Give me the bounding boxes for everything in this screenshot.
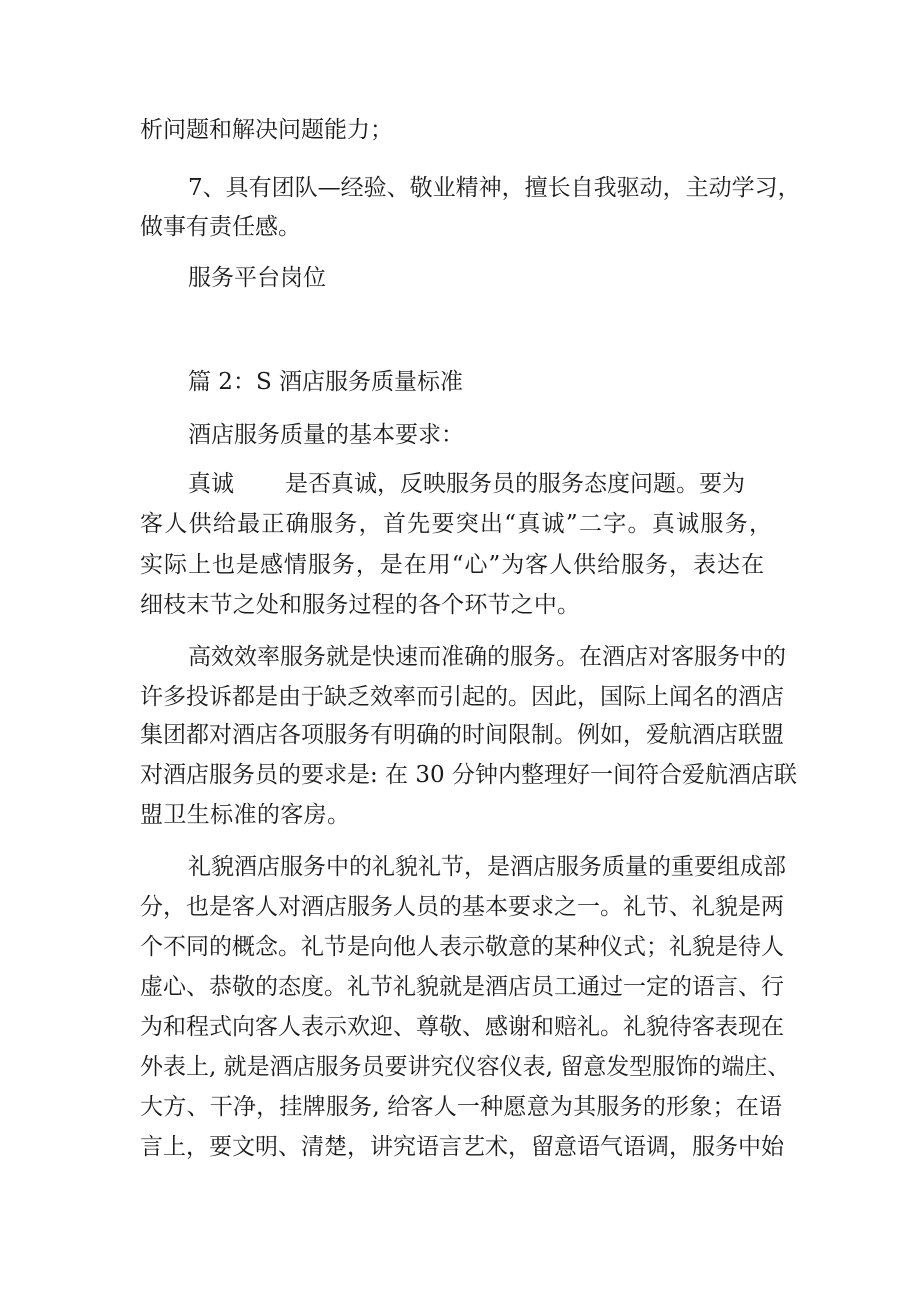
text-line: 为和程式向客人表示欢迎、尊敬、感谢和赔礼。礼貌待客表现在 [140,1014,784,1040]
text-line: 客人供给最正确服务，首先要突出“真诚”二字。真诚服务， [140,511,772,537]
text-line: 高效效率服务就是快速而准确的服务。在酒店对客服务中的 [188,644,786,670]
subheading: 酒店服务质量的基本要求： [188,422,464,448]
text-line: 析问题和解决问题能力； [140,117,393,143]
text-line: 对酒店服务员的要求是: 在 30 分钟内整理好一间符合爱航酒店联 [140,762,797,788]
term-label: 真诚 [188,471,234,497]
text-line: 外表上, 就是酒店服务员要讲究仪容仪表, 留意发型服饰的端庄、 [140,1054,791,1080]
section-heading: 篇 2：S 酒店服务质量标准 [188,369,464,395]
text-line: 分，也是客人对酒店服务人员的基本要求之一。礼节、礼貌是两 [140,894,784,920]
text-line: 细枝末节之处和服务过程的各个环节之中。 [140,592,580,618]
text-line: 许多投诉都是由于缺乏效率而引起的。因此，国际上闻名的酒店 [140,684,784,710]
text-line: 虚心、恭敬的态度。礼节礼貌就是酒店员工通过一定的语言、行 [140,974,784,1000]
text-line: 实际上也是感情服务，是在用“心”为客人供给服务，表达在 [140,552,764,578]
text-line: 集团都对酒店各项服务有明确的时间限制。例如，爱航酒店联盟 [140,722,784,748]
text-line: 做事有责任感。 [140,214,301,240]
text-line: 7、具有团队—经验、敬业精神，擅长自我驱动，主动学习， [188,175,801,201]
text-line: 盟卫生标准的客房。 [140,802,350,828]
text-line: 大方、干净，挂牌服务, 给客人一种愿意为其服务的形象；在语 [140,1094,782,1120]
text-line: 是否真诚，反映服务员的服务态度问题。要为 [285,471,745,497]
text-line: 言上，要文明、清楚，讲究语言艺术，留意语气语调，服务中始 [140,1134,784,1160]
text-line: 礼貌酒店服务中的礼貌礼节，是酒店服务质量的重要组成部 [188,854,786,880]
text-line: 服务平台岗位 [188,265,326,291]
text-line: 个不同的概念。礼节是向他人表示敬意的某种仪式；礼貌是待人 [140,934,784,960]
